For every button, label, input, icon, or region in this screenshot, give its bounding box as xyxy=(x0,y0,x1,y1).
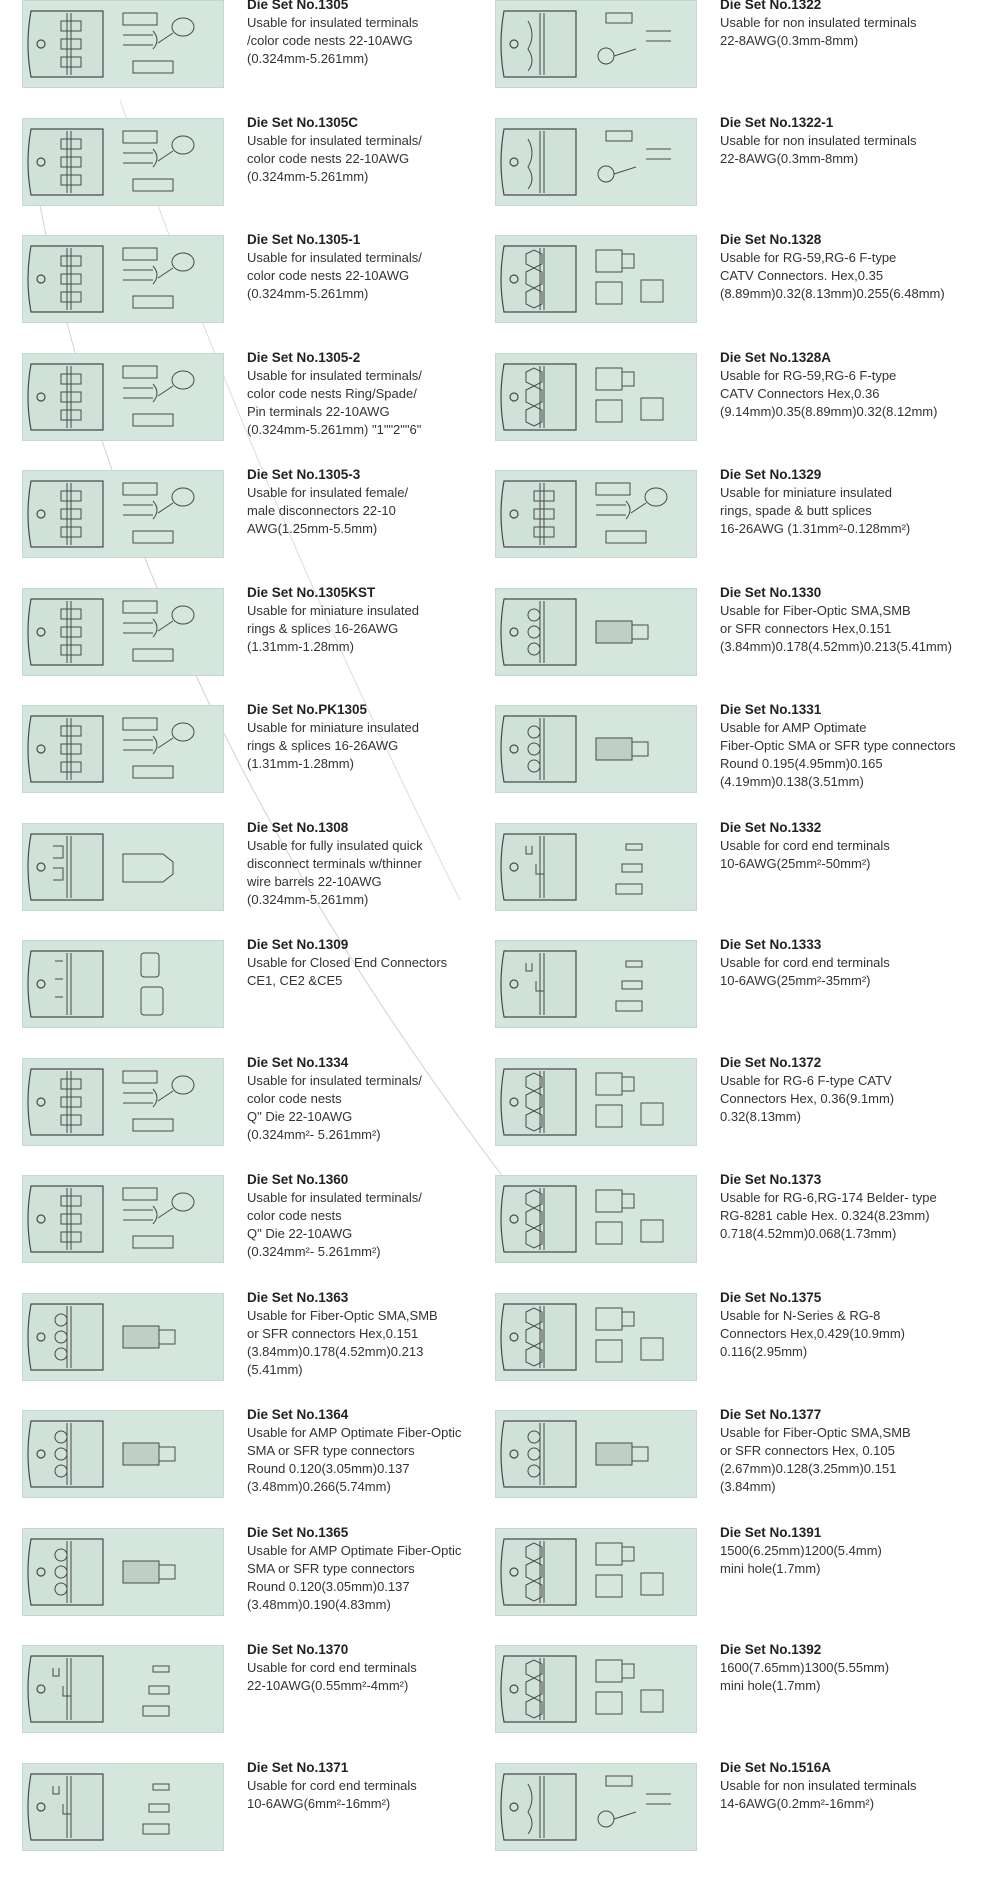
die-illustration xyxy=(496,1176,696,1262)
die-illustration xyxy=(23,1646,223,1732)
die-description: Usable for insulated terminals/ color code nests Q" Die 22-10AWG (0.324mm²- 5.261mm²) xyxy=(247,1072,512,1144)
die-title: Die Set No.1377 xyxy=(720,1406,985,1424)
die-title: Die Set No.1328 xyxy=(720,231,985,249)
die-text xyxy=(247,349,512,439)
die-set-entry xyxy=(495,1645,985,1763)
die-thumbnail xyxy=(22,1410,224,1498)
die-set-entry xyxy=(495,0,985,118)
die-set-entry xyxy=(22,1410,512,1528)
die-set-entry xyxy=(22,470,512,588)
die-title: Die Set No.1516A xyxy=(720,1759,985,1777)
die-text xyxy=(247,1289,512,1379)
die-thumbnail xyxy=(22,470,224,558)
die-set-entry xyxy=(22,235,512,353)
die-description: Usable for cord end terminals 10-6AWG(25mm²-50mm²) xyxy=(720,837,985,873)
die-description: Usable for fully insulated quick disconnect terminals w/thinner wire barrels 22-10AWG (0.324mm-5.261mm) xyxy=(247,837,512,909)
die-description: Usable for AMP Optimate Fiber-Optic SMA or SFR type connectors Round 0.195(4.95mm)0.165 (4.19mm)0.138(3.51mm) xyxy=(720,719,985,791)
die-title: Die Set No.1305-1 xyxy=(247,231,512,249)
die-set-entry xyxy=(22,353,512,471)
die-thumbnail xyxy=(22,1175,224,1263)
die-text xyxy=(247,1054,512,1144)
die-title: Die Set No.1305 xyxy=(247,0,512,14)
die-description: Usable for insulated terminals/ color code nests 22-10AWG (0.324mm-5.261mm) xyxy=(247,249,512,303)
die-title: Die Set No.1391 xyxy=(720,1524,985,1542)
die-illustration xyxy=(23,471,223,557)
die-text xyxy=(720,1524,985,1578)
die-set-entry xyxy=(495,118,985,236)
die-title: Die Set No.1322-1 xyxy=(720,114,985,132)
die-illustration xyxy=(496,1529,696,1615)
die-description: Usable for Fiber-Optic SMA,SMB or SFR connectors Hex, 0.105 (2.67mm)0.128(3.25mm)0.151 (3.84mm) xyxy=(720,1424,985,1496)
die-text xyxy=(247,466,512,538)
die-description: Usable for RG-59,RG-6 F-type CATV Connectors. Hex,0.35 (8.89mm)0.32(8.13mm)0.255(6.48mm) xyxy=(720,249,985,303)
die-illustration xyxy=(23,1059,223,1145)
die-illustration xyxy=(23,1529,223,1615)
die-set-entry xyxy=(22,1645,512,1763)
die-title: Die Set No.1364 xyxy=(247,1406,512,1424)
die-illustration xyxy=(23,354,223,440)
die-illustration xyxy=(23,1176,223,1262)
die-illustration xyxy=(23,706,223,792)
die-text xyxy=(720,819,985,873)
die-text xyxy=(720,1054,985,1126)
die-text xyxy=(720,936,985,990)
die-thumbnail xyxy=(495,1175,697,1263)
die-set-entry xyxy=(495,353,985,471)
die-description: Usable for non insulated terminals 22-8AWG(0.3mm-8mm) xyxy=(720,132,985,168)
die-text xyxy=(247,114,512,186)
die-set-entry xyxy=(495,1058,985,1176)
die-illustration xyxy=(496,1411,696,1497)
die-description: Usable for miniature insulated rings, spade & butt splices 16-26AWG (1.31mm²-0.128mm²) xyxy=(720,484,985,538)
die-text xyxy=(720,1289,985,1361)
left-column xyxy=(22,0,512,1880)
die-description: Usable for Closed End Connectors CE1, CE2 &CE5 xyxy=(247,954,512,990)
die-text xyxy=(247,584,512,656)
die-title: Die Set No.1305-3 xyxy=(247,466,512,484)
die-thumbnail xyxy=(22,0,224,88)
die-thumbnail xyxy=(495,823,697,911)
die-title: Die Set No.1363 xyxy=(247,1289,512,1307)
die-description: Usable for miniature insulated rings & splices 16-26AWG (1.31mm-1.28mm) xyxy=(247,719,512,773)
die-title: Die Set No.1392 xyxy=(720,1641,985,1659)
die-text xyxy=(720,466,985,538)
die-description: 1500(6.25mm)1200(5.4mm) mini hole(1.7mm) xyxy=(720,1542,985,1578)
die-set-entry xyxy=(495,940,985,1058)
die-set-entry xyxy=(495,1293,985,1411)
die-illustration xyxy=(23,941,223,1027)
die-description: Usable for RG-6 F-type CATV Connectors Hex, 0.36(9.1mm) 0.32(8.13mm) xyxy=(720,1072,985,1126)
die-thumbnail xyxy=(495,940,697,1028)
die-text xyxy=(247,1759,512,1813)
die-text xyxy=(247,701,512,773)
die-thumbnail xyxy=(22,235,224,323)
die-text xyxy=(247,1171,512,1261)
die-description: Usable for cord end terminals 22-10AWG(0.55mm²-4mm²) xyxy=(247,1659,512,1695)
die-set-entry xyxy=(495,1175,985,1293)
die-thumbnail xyxy=(495,353,697,441)
die-thumbnail xyxy=(22,588,224,676)
die-thumbnail xyxy=(495,1645,697,1733)
die-title: Die Set No.1334 xyxy=(247,1054,512,1072)
die-illustration xyxy=(23,236,223,322)
die-illustration xyxy=(496,119,696,205)
die-title: Die Set No.1371 xyxy=(247,1759,512,1777)
die-illustration xyxy=(496,1,696,87)
die-description: Usable for non insulated terminals 14-6AWG(0.2mm²-16mm²) xyxy=(720,1777,985,1813)
die-description: 1600(7.65mm)1300(5.55mm) mini hole(1.7mm) xyxy=(720,1659,985,1695)
die-description: Usable for N-Series & RG-8 Connectors Hex,0.429(10.9mm) 0.116(2.95mm) xyxy=(720,1307,985,1361)
die-set-entry xyxy=(495,470,985,588)
die-text xyxy=(720,1759,985,1813)
die-thumbnail xyxy=(22,118,224,206)
die-set-entry xyxy=(22,940,512,1058)
die-title: Die Set No.1305C xyxy=(247,114,512,132)
die-thumbnail xyxy=(495,0,697,88)
die-title: Die Set No.1305KST xyxy=(247,584,512,602)
die-illustration xyxy=(496,471,696,557)
die-illustration xyxy=(23,1,223,87)
die-illustration xyxy=(23,1411,223,1497)
die-description: Usable for Fiber-Optic SMA,SMB or SFR connectors Hex,0.151 (3.84mm)0.178(4.52mm)0.213 (5.41mm) xyxy=(247,1307,512,1379)
die-set-entry xyxy=(22,1058,512,1176)
die-text xyxy=(247,819,512,909)
die-set-entry xyxy=(22,823,512,941)
die-text xyxy=(720,1406,985,1496)
die-text xyxy=(720,231,985,303)
die-description: Usable for cord end terminals 10-6AWG(25mm²-35mm²) xyxy=(720,954,985,990)
die-thumbnail xyxy=(495,1763,697,1851)
die-description: Usable for RG-59,RG-6 F-type CATV Connectors Hex,0.36 (9.14mm)0.35(8.89mm)0.32(8.12mm) xyxy=(720,367,985,421)
die-illustration xyxy=(496,1764,696,1850)
die-text xyxy=(720,0,985,50)
die-thumbnail xyxy=(22,823,224,911)
die-description: Usable for AMP Optimate Fiber-Optic SMA or SFR type connectors Round 0.120(3.05mm)0.137 (3.48mm)0.190(4.83mm) xyxy=(247,1542,512,1614)
die-title: Die Set No.1328A xyxy=(720,349,985,367)
die-set-entry xyxy=(495,1528,985,1646)
die-thumbnail xyxy=(22,940,224,1028)
die-title: Die Set No.1370 xyxy=(247,1641,512,1659)
die-set-entry xyxy=(22,118,512,236)
die-title: Die Set No.PK1305 xyxy=(247,701,512,719)
die-text xyxy=(720,584,985,656)
die-thumbnail xyxy=(495,1293,697,1381)
die-thumbnail xyxy=(495,705,697,793)
die-description: Usable for insulated terminals/ color code nests Ring/Spade/ Pin terminals 22-10AWG (0.324mm-5.261mm) "1""2""6" xyxy=(247,367,512,439)
die-thumbnail xyxy=(22,705,224,793)
die-title: Die Set No.1322 xyxy=(720,0,985,14)
die-thumbnail xyxy=(22,1293,224,1381)
die-illustration xyxy=(496,824,696,910)
die-set-entry xyxy=(495,235,985,353)
die-set-entry xyxy=(495,823,985,941)
die-description: Usable for RG-6,RG-174 Belder- type RG-8281 cable Hex. 0.324(8.23mm) 0.718(4.52mm)0.068(1.73mm) xyxy=(720,1189,985,1243)
die-text xyxy=(720,701,985,791)
die-set-entry xyxy=(22,588,512,706)
die-text xyxy=(247,1524,512,1614)
die-title: Die Set No.1333 xyxy=(720,936,985,954)
die-description: Usable for AMP Optimate Fiber-Optic SMA or SFR type connectors Round 0.120(3.05mm)0.137 (3.48mm)0.266(5.74mm) xyxy=(247,1424,512,1496)
die-thumbnail xyxy=(495,1528,697,1616)
die-description: Usable for insulated terminals /color code nests 22-10AWG (0.324mm-5.261mm) xyxy=(247,14,512,68)
die-set-entry xyxy=(495,588,985,706)
die-illustration xyxy=(23,119,223,205)
die-illustration xyxy=(23,1764,223,1850)
die-text xyxy=(247,0,512,68)
die-thumbnail xyxy=(22,1528,224,1616)
die-title: Die Set No.1375 xyxy=(720,1289,985,1307)
die-thumbnail xyxy=(495,588,697,676)
die-title: Die Set No.1308 xyxy=(247,819,512,837)
die-illustration xyxy=(496,354,696,440)
die-description: Usable for Fiber-Optic SMA,SMB or SFR connectors Hex,0.151 (3.84mm)0.178(4.52mm)0.213(5.41mm) xyxy=(720,602,985,656)
die-text xyxy=(720,1641,985,1695)
die-illustration xyxy=(496,1059,696,1145)
right-column xyxy=(495,0,985,1880)
die-illustration xyxy=(23,589,223,675)
die-illustration xyxy=(23,824,223,910)
die-title: Die Set No.1330 xyxy=(720,584,985,602)
die-set-entry xyxy=(22,1175,512,1293)
die-description: Usable for insulated terminals/ color code nests 22-10AWG (0.324mm-5.261mm) xyxy=(247,132,512,186)
die-description: Usable for non insulated terminals 22-8AWG(0.3mm-8mm) xyxy=(720,14,985,50)
die-text xyxy=(720,1171,985,1243)
die-text xyxy=(247,1406,512,1496)
die-description: Usable for insulated terminals/ color code nests Q" Die 22-10AWG (0.324mm²- 5.261mm²) xyxy=(247,1189,512,1261)
die-set-entry xyxy=(495,1763,985,1880)
die-thumbnail xyxy=(495,470,697,558)
die-description: Usable for miniature insulated rings & splices 16-26AWG (1.31mm-1.28mm) xyxy=(247,602,512,656)
die-title: Die Set No.1309 xyxy=(247,936,512,954)
die-thumbnail xyxy=(22,1763,224,1851)
die-set-entry xyxy=(22,1763,512,1880)
die-set-entry xyxy=(495,1410,985,1528)
die-illustration xyxy=(496,1294,696,1380)
die-thumbnail xyxy=(495,1058,697,1146)
die-description: Usable for insulated female/ male disconnectors 22-10 AWG(1.25mm-5.5mm) xyxy=(247,484,512,538)
die-set-entry xyxy=(22,705,512,823)
die-title: Die Set No.1373 xyxy=(720,1171,985,1189)
die-title: Die Set No.1329 xyxy=(720,466,985,484)
die-title: Die Set No.1372 xyxy=(720,1054,985,1072)
die-set-entry xyxy=(22,1528,512,1646)
die-thumbnail xyxy=(495,1410,697,1498)
die-title: Die Set No.1332 xyxy=(720,819,985,837)
die-illustration xyxy=(496,1646,696,1732)
die-title: Die Set No.1360 xyxy=(247,1171,512,1189)
die-title: Die Set No.1331 xyxy=(720,701,985,719)
die-illustration xyxy=(496,589,696,675)
die-text xyxy=(247,1641,512,1695)
die-text xyxy=(247,231,512,303)
die-set-entry xyxy=(22,1293,512,1411)
die-illustration xyxy=(23,1294,223,1380)
die-thumbnail xyxy=(22,1058,224,1146)
die-set-entry xyxy=(22,0,512,118)
die-title: Die Set No.1305-2 xyxy=(247,349,512,367)
die-thumbnail xyxy=(22,1645,224,1733)
die-text xyxy=(720,349,985,421)
die-title: Die Set No.1365 xyxy=(247,1524,512,1542)
die-illustration xyxy=(496,706,696,792)
die-thumbnail xyxy=(22,353,224,441)
die-thumbnail xyxy=(495,118,697,206)
die-text xyxy=(247,936,512,990)
die-description: Usable for cord end terminals 10-6AWG(6mm²-16mm²) xyxy=(247,1777,512,1813)
die-illustration xyxy=(496,941,696,1027)
die-set-entry xyxy=(495,705,985,823)
die-text xyxy=(720,114,985,168)
die-illustration xyxy=(496,236,696,322)
die-thumbnail xyxy=(495,235,697,323)
